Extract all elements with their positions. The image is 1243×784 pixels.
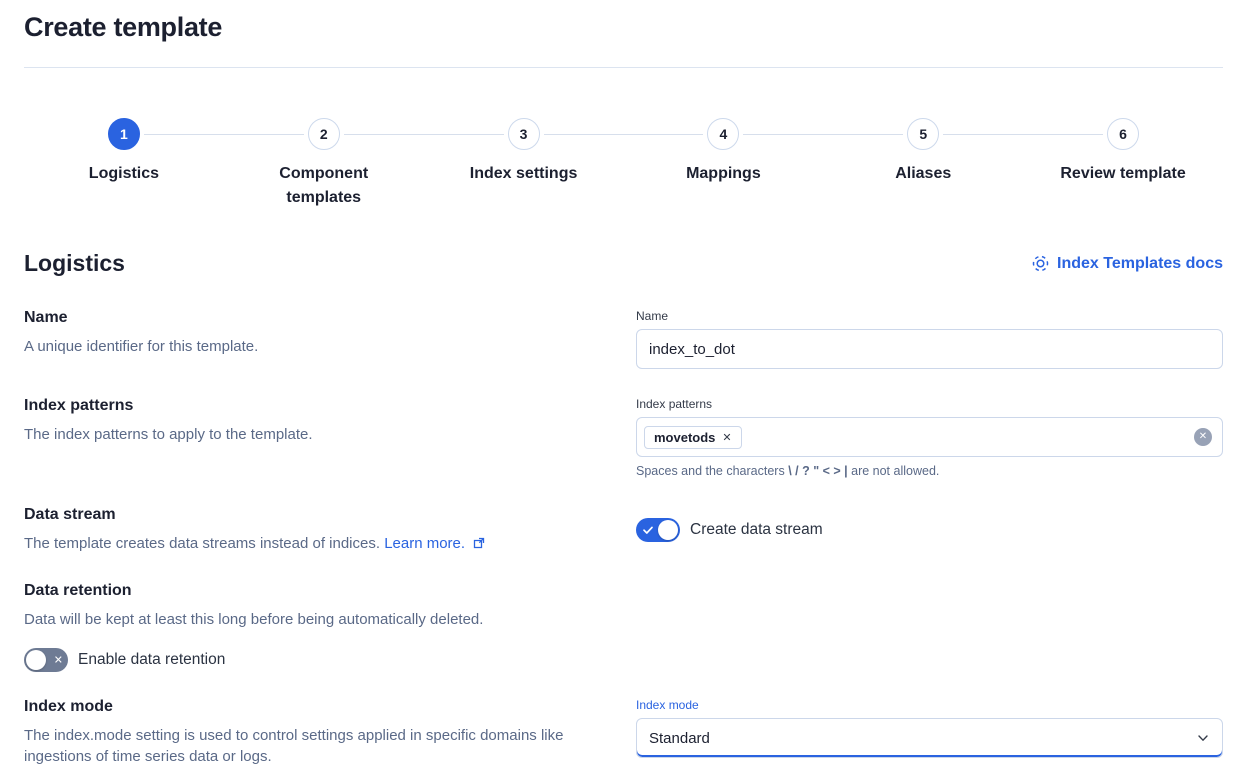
data-stream-section-description: The template creates data streams instead of indices. Learn more.: [24, 533, 584, 554]
step-1-circle[interactable]: 1: [108, 118, 140, 150]
index-mode-section-description: The index.mode setting is used to control settings applied in specific domains like ingestions of time series data or logs.: [24, 727, 564, 765]
learn-more-link[interactable]: Learn more.: [384, 535, 466, 552]
index-patterns-field-label: Index patterns: [636, 397, 713, 411]
index-mode-selected-value: Standard: [649, 729, 710, 747]
enable-data-retention-toggle[interactable]: [24, 648, 68, 672]
step-3-circle[interactable]: 3: [508, 118, 540, 150]
step-4-circle[interactable]: 4: [707, 118, 739, 150]
clear-all-icon[interactable]: ✕: [1194, 428, 1212, 446]
external-link-icon: [473, 537, 485, 549]
create-data-stream-label: Create data stream: [690, 521, 823, 538]
step-6-circle[interactable]: 6: [1107, 118, 1139, 150]
step-review-template[interactable]: [1023, 118, 1223, 210]
name-section-heading: Name: [24, 309, 68, 326]
index-mode-field-label: Index mode: [636, 698, 699, 712]
step-4-label: Mappings: [686, 165, 761, 182]
index-patterns-helper-text: Spaces and the characters \ / ? " < > | are not allowed.: [636, 464, 940, 478]
step-index-settings[interactable]: [424, 118, 624, 210]
index-pattern-tag[interactable]: [644, 426, 742, 449]
index-pattern-tag-text: movetods: [654, 429, 716, 445]
index-mode-section-heading: Index mode: [24, 698, 113, 715]
step-1-label: Logistics: [88, 165, 160, 182]
remove-tag-icon[interactable]: ✕: [722, 431, 732, 444]
disallowed-characters: \ / ? " < > |: [788, 464, 848, 478]
step-5-label: Aliases: [895, 165, 952, 182]
check-icon: [642, 524, 654, 536]
section-title: Logistics: [24, 250, 125, 276]
index-patterns-section-heading: Index patterns: [24, 397, 134, 414]
data-retention-section-description: Data will be kept at least this long before being automatically deleted.: [24, 611, 484, 628]
index-patterns-section-description: The index patterns to apply to the template.: [24, 426, 313, 443]
page-title: Create template: [24, 12, 223, 42]
toggle-knob: [658, 520, 678, 540]
index-templates-docs-link[interactable]: [1032, 255, 1223, 273]
step-5-circle[interactable]: 5: [907, 118, 939, 150]
docs-link-label: Index Templates docs: [1057, 254, 1223, 272]
data-retention-section-heading: Data retention: [24, 582, 132, 599]
help-ring-icon: [1032, 255, 1049, 272]
step-aliases[interactable]: [823, 118, 1023, 210]
step-mappings[interactable]: [623, 118, 823, 210]
enable-data-retention-label: Enable data retention: [78, 651, 226, 668]
create-data-stream-toggle[interactable]: [636, 518, 680, 542]
step-component-templates[interactable]: [224, 118, 424, 210]
divider: [24, 67, 1223, 68]
step-2-circle[interactable]: 2: [308, 118, 340, 150]
toggle-knob: [26, 650, 46, 670]
step-logistics[interactable]: [24, 118, 224, 210]
name-input[interactable]: [636, 329, 1223, 369]
wizard-stepper: [24, 118, 1223, 210]
cross-icon: ✕: [53, 654, 63, 667]
chevron-down-icon: [1196, 731, 1210, 745]
step-3-label: Index settings: [469, 165, 578, 182]
index-patterns-combobox[interactable]: [636, 417, 1223, 457]
step-2-label: Component templates: [279, 165, 369, 206]
name-section-description: A unique identifier for this template.: [24, 338, 259, 355]
index-mode-select[interactable]: [636, 718, 1223, 758]
name-field-label: Name: [636, 309, 669, 323]
data-stream-section-heading: Data stream: [24, 506, 116, 523]
step-6-label: Review template: [1060, 165, 1186, 182]
